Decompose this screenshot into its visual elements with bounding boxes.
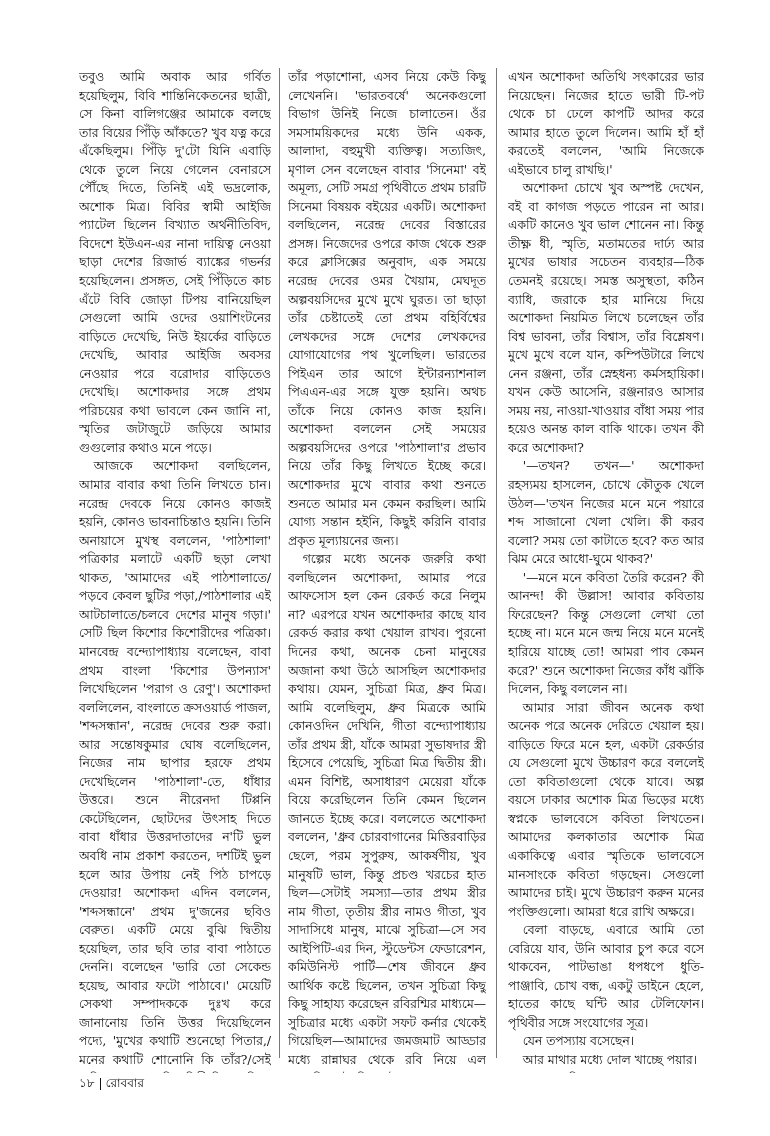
paragraph: '—তখন? তখন—' অশোকদা রহস্যময় হাসলেন, চোখে কৌতুক খেলে উঠল—'তখন নিজের মনে মনে পয়ারে শব্দ সাজানো খেলা খেলি। কী করব বলো? সময় তো কাটাতে হবে? কত আর ঝিম মেরে আধো-ঘুমে থাকব?' [508, 459, 704, 567]
paragraph: তাঁর পড়াশোনা, এসব নিয়ে কেউ কিছু লেখেননি। 'ভারতবর্ষে' অনেকগুলো বিভাগ উনিই নিজে চালাতেন। ওঁর সমসাময়িকদের মধ্যে উনি একক, আলাদা, বহুমুখী ব্যক্তিত্ব। সত্যজিৎ, মৃণাল সেন বলেছেন বাবার 'সিনেমা' বই অমূল্য, সেটি সমগ্র পৃথিবীতে প্রথম চারটি সিনেমা বিষয়ক বইয়ের একটি। অশোকদা বলছিলেন, নরেন্দ্র দেবের বিস্তারের প্রসঙ্গ। নিজেদের ওপরে কাজ থেকে শুরু করে ক্লাসিক্সের অনুবাদ, এক সময়ে নরেন্দ্র দেবের ওমর খৈয়াম, মেঘদূত অল্পবয়সিদের মুখে মুখে ঘুরত। তা ছাড়া তাঁর চেষ্টাতেই তো প্রথম বহির্বিশ্বের লেখকদের সঙ্গে দেশের লেখকদের যোগাযোগের পথ খুলেছিল। ভারতের পিইএন তার আগে ইন্টারন্যাশনাল পিএএন-এর সঙ্গে যুক্ত হয়নি। অথচ তাঁকে নিয়ে কোনও কাজ হয়নি। অশোকদা বললেন সেই সময়ের অল্পবয়সিদের ওপরে 'পাঠশালা'র প্রভাব নিয়ে তাঁর কিছু লিখতে ইচ্ছে করে। অশোকদার মুখে বাবার কথা শুনতে শুনতে আমার মন কেমন করছিল। আমি যোগ্য সন্তান হইনি, কিছুই করিনি বাবার প্রকৃত মূল্যায়নের জন্য। [288, 70, 486, 548]
paragraph [508, 1070, 704, 1073]
section-name: রোববার [105, 1076, 144, 1090]
column-divider [496, 68, 497, 1058]
paragraph: '—মনে মনে কবিতা তৈরি করেন? কী আনন্দ! কী উল্লাস! আবার কবিতায় ফিরেছেন? কিন্তু সেগুলো লেখা তো হচ্ছে না। মনে মনে জন্ম নিয়ে মনে মনেই হারিয়ে যাচ্ছে তো! আমরা পাব কেমন করে?' শুনে অশোকদা নিজের কাঁধ ঝাঁকি দিলেন, কিছু বললেন না। [508, 570, 704, 697]
paragraph: তবুও আমি অবাক আর গর্বিত হয়েছিলুম, বিবি শান্তিনিকেতনের ছাত্রী, সে কিনা বালিগঞ্জের আমাকে বলছে তার বিয়ের পিঁড়ি আঁকতে? খুব যত্ন করে এঁকেছিলুম। পিঁড়ি দু'টো যিনি এবাড়ি থেকে তুলে নিয়ে গেলেন বেনারসে পৌঁছে দিতে, তিনিই এই ভদ্রলোক, অশোক মিত্র। বিবির স্বামী আইজি প্যাটেল ছিলেন বিখ্যাত অর্থনীতিবিদ, বিদেশে ইউএন-এর নানা দায়িত্ব নেওয়া ছাড়া দেশের রিজার্ভ ব্যাঙ্কের গভর্নর হয়েছিলেন। প্রসঙ্গত, সেই পিঁড়িতে কাচ এঁটে বিবি জোড়া টিপয় বানিয়েছিল সেগুলো আমি ওদের ওয়াশিংটনের বাড়িতে দেখেছি, নিউ ইয়র্কের বাড়িতে দেখেছি, আবার আইজি অবসর নেওয়ার পরে বরোদার বাড়িতেও দেখেছি। অশোকদার সঙ্গে প্রথম পরিচয়ের কথা ভাবলে কেন জানি না, স্মৃতির জটাজুটে জড়িয়ে আমার গুগুলোর কথাও মনে পড়ে। [79, 70, 271, 455]
paragraph: যেন তপস্যায় বসেছেন। [522, 1034, 635, 1049]
footer-separator [100, 1078, 101, 1090]
article-column-3 [508, 68, 704, 1073]
article-column-1 [79, 68, 271, 1073]
paragraph: গল্পের মধ্যে অনেক জরুরি কথা বলছিলেন অশোকদা, আমার পরে আফসোস হল কেন রেকর্ড করে নিলুম না? এরপরে যখন অশোকদার কাছে যাব রেকর্ড করার কথা খেয়াল রাখব। পুরনো দিনের কথা, অনেক চেনা মানুষের অজানা কথা উঠে আসছিল অশোকদার কথায়। যেমন, সুচিত্রা মিত্র, ধ্রুব মিত্র। আমি বলেছিলুম, ধ্রুব মিত্রকে আমি কোনওদিন দেখিনি, গীতা বন্দ্যোপাধ্যায় তাঁর প্রথম স্ত্রী, যাঁকে আমরা সুভাষদার স্ত্রী হিসেবে পেয়েছি, সুচিত্রা মিত্র দ্বিতীয় স্ত্রী। এমন বিশিষ্ট, অসাধারণ মেয়েরা যাঁকে বিয়ে করেছিলেন তিনি কেমন ছিলেন জানতে ইচ্ছে করে। বললেতে অশোকদা বললেন, 'ধ্রুব চোরবাগানের মিত্তিরবাড়ির ছেলে, পরম সুপুরুষ, আকর্ষণীয়, খুব মানুষটি ভাল, কিন্তু প্রচণ্ড খরচের হাত ছিল—সেটাই সমস্যা—তার প্রথম স্ত্রীর নাম গীতা, তৃতীয় স্ত্রীর নামও গীতা, খুব সাদাসিধে মানুষ, মাঝে সুচিত্রা—সে সব আইপিটি-এর দিন, স্টুডেন্টস ফেডারেশন, কমিউনিস্ট পার্টি—শেষ জীবনে ধ্রুব আর্থিক কষ্টে ছিলেন, তখন সুচিত্রা কিছু কিছু সাহায্য করেছেন রবিরশ্মির মাধ্যমে—সুচিত্রার মধ্যে একটা সফট কর্নার থেকেই গিয়েছিল—আমাদের জমজমাট আড্ডার মধ্যে রান্নাঘর থেকে রবি নিয়ে এল [288, 552, 486, 1067]
page-footer [79, 1075, 144, 1095]
article-column-2 [288, 68, 486, 1073]
column-divider [279, 68, 280, 1058]
paragraph: বেলা বাড়ছে, এবারে আমি তো বেরিয়ে যাব, উনি আবার চুপ করে বসে থাকবেন, পাটভাঙা ধপধপে ধুতি-পাঞ্জাবি, চোখ বন্ধ, একটু ডাইনে হেলে, হাতের কাছে ঘন্টি আর টেলিফোন। পৃথিবীর সঙ্গে সংযোগের সূত্র। [508, 923, 704, 1030]
paragraph: অশোকদা চোখে খুব অস্পষ্ট দেখেন, বই বা কাগজ পড়তে পারেন না আর। একটি কানেও খুব ভাল শোনেন না। কিন্তু তীক্ষ্ণ ধী, স্মৃতি, মতামতের দার্ঢ্য আর মুখের ভাষার সচেতন ব্যবহার—ঠিক তেমনই রয়েছে। সমস্ত অসুস্থতা, কঠিন ব্যাধি, জরাকে হার মানিয়ে দিয়ে অশোকদা নিয়মিত লিখে চলেছেন তাঁর বিশ্ব ভাবনা, তাঁর বিশ্বাস, তাঁর বিশ্লেষণ। মুখে মুখে বলে যান, কম্পিউটারে লিখে নেন রঞ্জনা, তাঁর স্নেহধন্য কর্মসহায়িকা। যখন কেউ আসেনি, রঞ্জনারও আসার সময় নয়, নাওয়া-খাওয়ার বাঁধা সময় পার হয়েও অনন্ত কাল বাকি থাকে। তখন কী করে অশোকদা? [508, 181, 704, 455]
paragraph: আর মাথার মধ্যে দোল খাচ্ছে পয়ার। [522, 1052, 698, 1067]
page-number: ১৮ [79, 1076, 95, 1090]
paragraph: আজকে অশোকদা বলছিলেন, আমার বাবার কথা তিনি লিখতে চান। নরেন্দ্র দেবকে নিয়ে কোনও কাজই হয়নি, কোনও ভাবনাচিন্তাও হয়নি। তিনি অনায়াসে মুখস্থ বললেন, 'পাঠশালা' পত্রিকার মলাটে একটি ছড়া লেখা থাকত, 'আমাদের এই পাঠশালাতে/পড়বে কেবল ছুটির পড়া,/পাঠশালার এই আটচালাতে/চলবে দেশের মানুষ গড়া।' সেটি ছিল কিশোর কিশোরীদের পত্রিকা। মানবেন্দ্র বন্দ্যোপাধ্যায় বলেছেন, বাবা প্রথম বাংলা 'কিশোর উপন্যাস' লিখেছিলেন 'পরাগ ও রেণু'। অশোকদা বললিলেন, বাংলাতে ক্রসওয়ার্ড পাজল, 'শব্দসন্ধান', নরেন্দ্র দেবের শুরু করা। আর সন্তোষকুমার ঘোষ বলেছিলেন, নিজের নাম ছাপার হরফে প্রথম দেখেছিলেন 'পাঠশালা'-তে, ধাঁধার উত্তরে। শুনে নীরেনদা টিপ্পনি কেটেছিলেন, ছোটদের উৎসাহ দিতে বাবা ধাঁধার উত্তরদাতাদের ন'টি ভুল অবধি নাম প্রকাশ করতেন, দশটিই ভুল হলে আর উপায় নেই পিঠ চাপড়ে দেওয়ার! অশোকদা এদিন বললেন, 'শব্দসন্ধানে' প্রথম দু'জনের ছবিও বেরুত। একটি মেয়ে বুঝি দ্বিতীয় হয়েছিল, তার ছবি তার বাবা পাঠাতে দেননি। বলেছেন 'ভারি তো সেকেন্ড হয়েছ, আবার ফটো পাঠাবে।' মেয়েটি সেকথা সম্পাদককে দুঃখ করে জানানোয় তিনি উত্তর দিয়েছিলেন পদ্যে, 'মুখের কথাটি শুনেছো পিতার,/মনের কথাটি শোনোনি কি তাঁর?/সেই [79, 459, 271, 1067]
paragraph: আমার সারা জীবন অনেক কথা অনেক পরে অনেক দেরিতে খেয়াল হয়। বাড়িতে ফিরে মনে হল, একটা রেকর্ডার যে সেগুলো মুখে উচ্চারণ করে বললেই তো কবিতাগুলো থেকে যাবে। অল্প বয়সে ঢাকার অশোক মিত্র ভিড়ের মধ্যে স্বপ্নকে ভালবেসে কবিতা লিখতেন। আমাদের কলকাতার অশোক মিত্র একাকিত্বে এবার স্মৃতিকে ভালবেসে মানসাংকে কবিতা গড়ছেন। সেগুলো আমাদের চাই। মুখে উচ্চারণ করুন মনের পংক্তিগুলো। আমরা ধরে রাখি অক্ষরে। [508, 700, 704, 919]
paragraph: এখন অশোকদা অতিথি সৎকারের ভার নিয়েছেন। নিজের হাতে ভারী টি-পট থেকে চা ঢেলে কাপটি আদর করে আমার হাতে তুলে দিলেন। আমি হাঁ হাঁ করতেই বললেন, 'আমি নিজেকে এইভাবে চালু রাখছি।' [508, 70, 704, 177]
